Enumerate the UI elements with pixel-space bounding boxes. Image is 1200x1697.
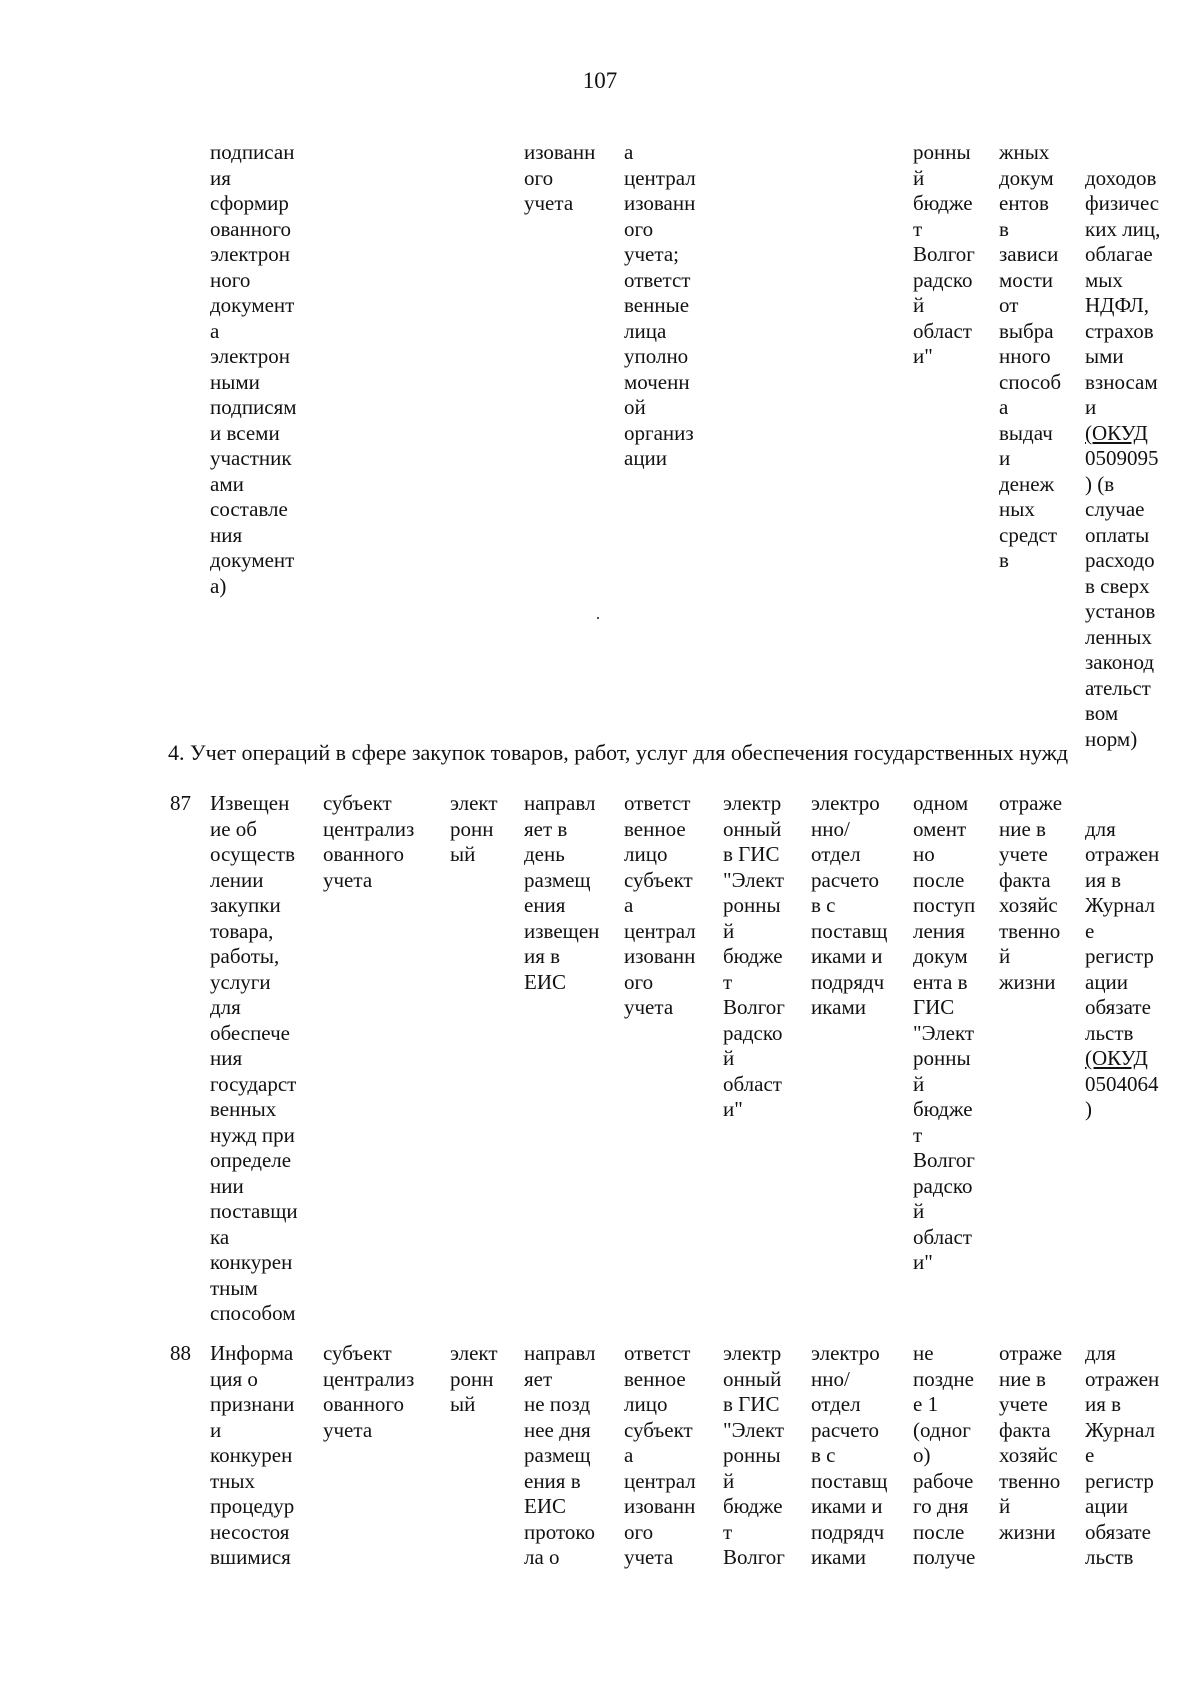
cell-responsible: ответст венное лицо субъект а централ изованн ого учета	[624, 1341, 696, 1569]
cell-responsible: а централ изованн ого учета; ответст венные лица уполно моченн ой организ ации	[624, 140, 696, 470]
row-number: 88	[170, 1341, 191, 1365]
cell-receiver: электро нно/ отдел расчето в с поставщ иками и подрядч иками	[811, 1341, 888, 1569]
scan-speck	[597, 617, 599, 619]
cell-operation: Извещен ие об осуществ лении закупки товара, работы, услуги для обеспече ния государст венных нужд при определе нии поставщи ка конкурен тным способом	[210, 791, 298, 1325]
cell-register: для отражен ия в Журнал е регистр ации обязате льств	[1085, 1341, 1160, 1569]
cell-register	[1085, 791, 1159, 1123]
register-code: 0509095 ) (в случае оплаты расходо в сверх установ ленных законод ательст вом норм)	[1085, 446, 1159, 751]
cell-operation: подписан ия сформир ованного электрон ного документ а электрон ными подписям и всеми участник ами составле ния документ а)	[210, 140, 297, 598]
cell-purpose: отраже ние в учете факта хозяйс твенно й жизни	[999, 1341, 1063, 1544]
cell-action: направл яет не позд нее дня размещ ения в ЕИС протоко ла о	[524, 1341, 596, 1569]
cell-form: элект ронн ый	[450, 791, 498, 866]
section-heading: 4. Учет операций в сфере закупок товаров, работ, услуг для обеспечения государственных нужд	[168, 740, 1069, 765]
okud-link: (ОКУД	[1085, 420, 1148, 445]
page-number: 107	[582, 68, 618, 93]
cell-purpose: жных докум ентов в зависи мости от выбра нного способ а выдач и денеж ных средст в	[999, 140, 1062, 572]
cell-purpose: отраже ние в учете факта хозяйс твенно й жизни	[999, 791, 1063, 994]
register-code: 0504064 )	[1085, 1071, 1159, 1121]
cell-subject: субъект централиз ованного учета	[323, 791, 415, 892]
cell-responsible: ответст венное лицо субъект а централ изованн ого учета	[624, 791, 696, 1019]
register-text: для отражен ия в Журнал е регистр ации обязате льств	[1085, 816, 1160, 1045]
cell-deadline: не поздне е 1 (одног о) рабоче го дня после получе	[913, 1341, 976, 1569]
cell-register	[1085, 140, 1160, 752]
okud-link: (ОКУД	[1085, 1046, 1148, 1070]
cell-subject: субъект централиз ованного учета	[323, 1341, 415, 1442]
cell-form: элект ронн ый	[450, 1341, 498, 1416]
cell-action: изованн ого учета	[524, 140, 596, 215]
row-number: 87	[170, 791, 191, 815]
cell-operation: Информа ция о признани и конкурен тных процедур несостоя вшимися	[210, 1341, 295, 1569]
cell-action: направл яет в день размещ ения извещен ия в ЕИС	[524, 791, 600, 994]
register-text: доходов физичес ких лиц, облагае мых НДФЛ, страхов ыми взносам и	[1085, 165, 1161, 419]
cell-format: электр онный в ГИС "Элект ронны й бюдже т Волгог	[723, 1341, 785, 1569]
cell-deadline: одном омент но после поступ ления докум ента в ГИС "Элект ронны й бюдже т Волгог радско й област и"	[913, 791, 976, 1274]
cell-format: электр онный в ГИС "Элект ронны й бюдже т Волгог радско й област и"	[723, 791, 785, 1121]
cell-receiver: электро нно/ отдел расчето в с поставщ иками и подрядч иками	[811, 791, 888, 1019]
cell-deadline-receiver: ронны й бюдже т Волгог радско й област и"	[913, 140, 975, 368]
